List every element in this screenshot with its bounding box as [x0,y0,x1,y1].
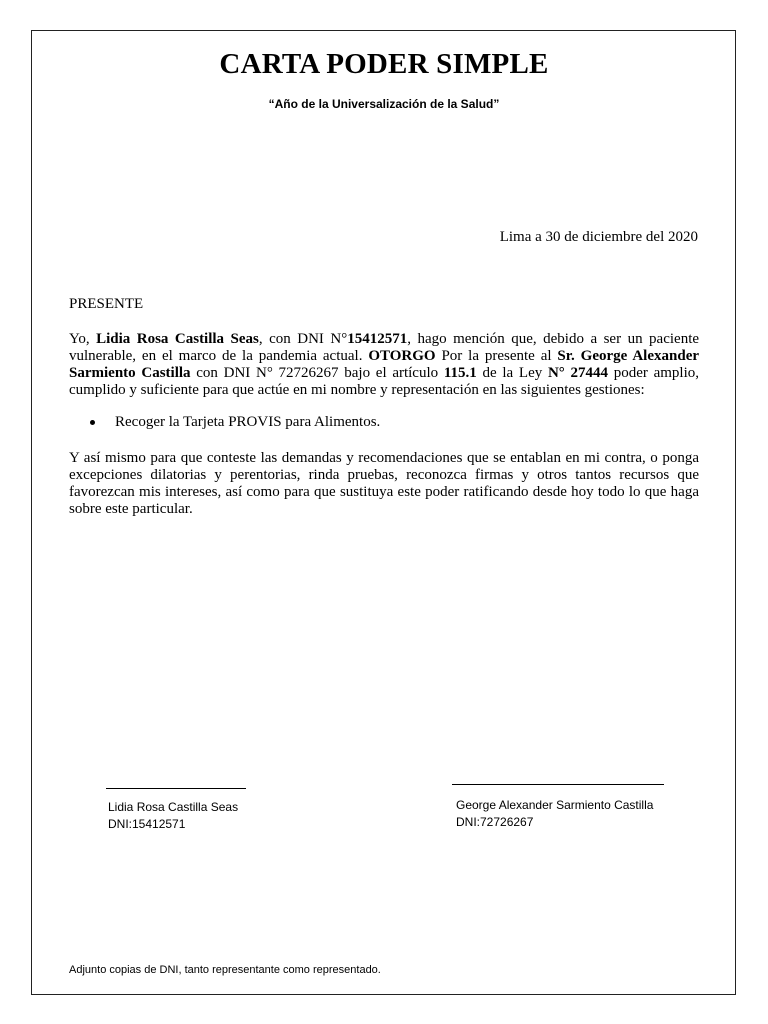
footer-note: Adjunto copias de DNI, tanto representante como representado. [69,964,381,976]
signature-block-grantee [456,797,653,831]
list-item-text: Recoger la Tarjeta PROVIS para Alimentos. [115,414,381,430]
powers-paragraph: Y así mismo para que conteste las demandas y recomendaciones que se entablan en mi contra, o ponga excepciones dilatorias y perentorias, rinda pruebas, reconozca firmas y otros tantos recursos que favorezcan mis intereses, así como para que sustituya este poder ratificando desde hoy todo lo que haga sobre este particular. [69,450,699,517]
signature-dni: DNI:72726267 [456,815,534,829]
salutation: PRESENTE [69,296,144,312]
text-run: poder amplio, cumplido y suficiente para que actúe en mi nombre y representación en las siguientes gestiones: [69,365,699,398]
signature-line-grantor [106,788,246,789]
document-title: CARTA PODER SIMPLE [219,48,549,80]
text-run: Por la presente al [435,348,558,364]
signature-name: Lidia Rosa Castilla Seas [108,800,239,814]
list-item [90,414,380,431]
year-motto: “Año de la Universalización de la Salud” [268,97,500,111]
signature-dni: DNI:15412571 [108,817,186,831]
otorgo-keyword: OTORGO [368,348,436,364]
text-run: de la Ley [476,365,548,381]
text-run: , con DNI N° [258,331,348,347]
law-number: N° 27444 [547,365,608,381]
date-line: Lima a 30 de diciembre del 2020 [499,229,698,245]
text-run: , hago mención que, debido a ser un paciente vulnerable, en el marco de la pandemia actual. [69,331,700,364]
grantor-name: Lidia Rosa Castilla Seas [96,331,259,347]
grantee-name: Sr. George Alexander Sarmiento Castilla [69,348,700,381]
grant-paragraph [69,331,699,399]
grantor-dni: 15412571 [347,331,408,347]
signature-block-grantor [108,799,238,833]
signature-line-grantee [452,784,664,785]
signature-name: George Alexander Sarmiento Castilla [456,798,654,812]
text-run: con DNI N° 72726267 bajo el artículo [190,365,444,381]
article-number: 115.1 [443,365,477,381]
bullet-icon [90,420,95,425]
text-run: Yo, [69,331,97,347]
